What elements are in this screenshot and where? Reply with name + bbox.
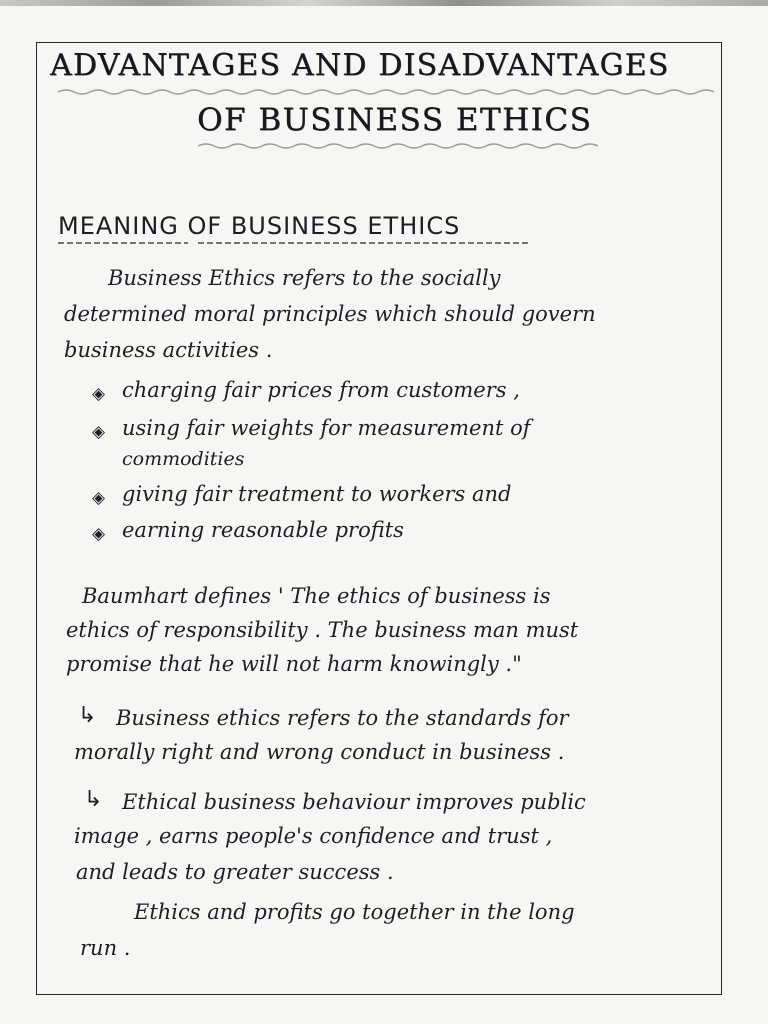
point-2-line-1: Ethical business behaviour improves public	[122, 790, 586, 814]
title-line-2: OF BUSINESS ETHICS	[197, 102, 593, 138]
title-underline-wave-1	[58, 88, 718, 96]
intro-line-1: Business Ethics refers to the socially	[108, 266, 501, 290]
quote-line-1: Baumhart defines ' The ethics of business is	[82, 584, 551, 608]
point-1-line-2: morally right and wrong conduct in business .	[74, 740, 565, 764]
arrow-bullet-icon: ↳	[78, 703, 97, 728]
title-underline-wave-2	[198, 142, 602, 150]
title-line-1: ADVANTAGES AND DISADVANTAGES	[50, 48, 670, 83]
point-2-line-3: and leads to greater success .	[76, 860, 394, 884]
section-heading: MEANING OF BUSINESS ETHICS	[58, 212, 461, 240]
intro-line-2: determined moral principles which should govern	[64, 302, 596, 326]
diamond-bullet-icon: ◈	[92, 384, 106, 404]
diamond-bullet-icon: ◈	[92, 488, 106, 508]
point-1-line-1: Business ethics refers to the standards for	[116, 706, 569, 730]
point-2-line-2: image , earns people's confidence and trust ,	[74, 824, 553, 848]
intro-line-3: business activities .	[64, 338, 273, 362]
diamond-bullet-icon: ◈	[92, 422, 106, 442]
quote-line-2: ethics of responsibility . The business man must	[66, 618, 579, 642]
closing-line-1: Ethics and profits go together in the long	[134, 900, 575, 924]
bullet-line-2: using fair weights for measurement of	[122, 416, 531, 440]
bullet-line-4: earning reasonable profits	[122, 518, 404, 542]
bullet-line-1: charging fair prices from customers ,	[122, 378, 520, 402]
bullet-line-2-cont: commodities	[122, 448, 245, 470]
quote-line-3: promise that he will not harm knowingly ."	[66, 652, 522, 676]
bullet-line-3: giving fair treatment to workers and	[122, 482, 512, 506]
arrow-bullet-icon: ↳	[84, 787, 103, 812]
closing-line-2: run .	[80, 936, 131, 960]
heading-underline	[58, 240, 528, 246]
diamond-bullet-icon: ◈	[92, 524, 106, 544]
